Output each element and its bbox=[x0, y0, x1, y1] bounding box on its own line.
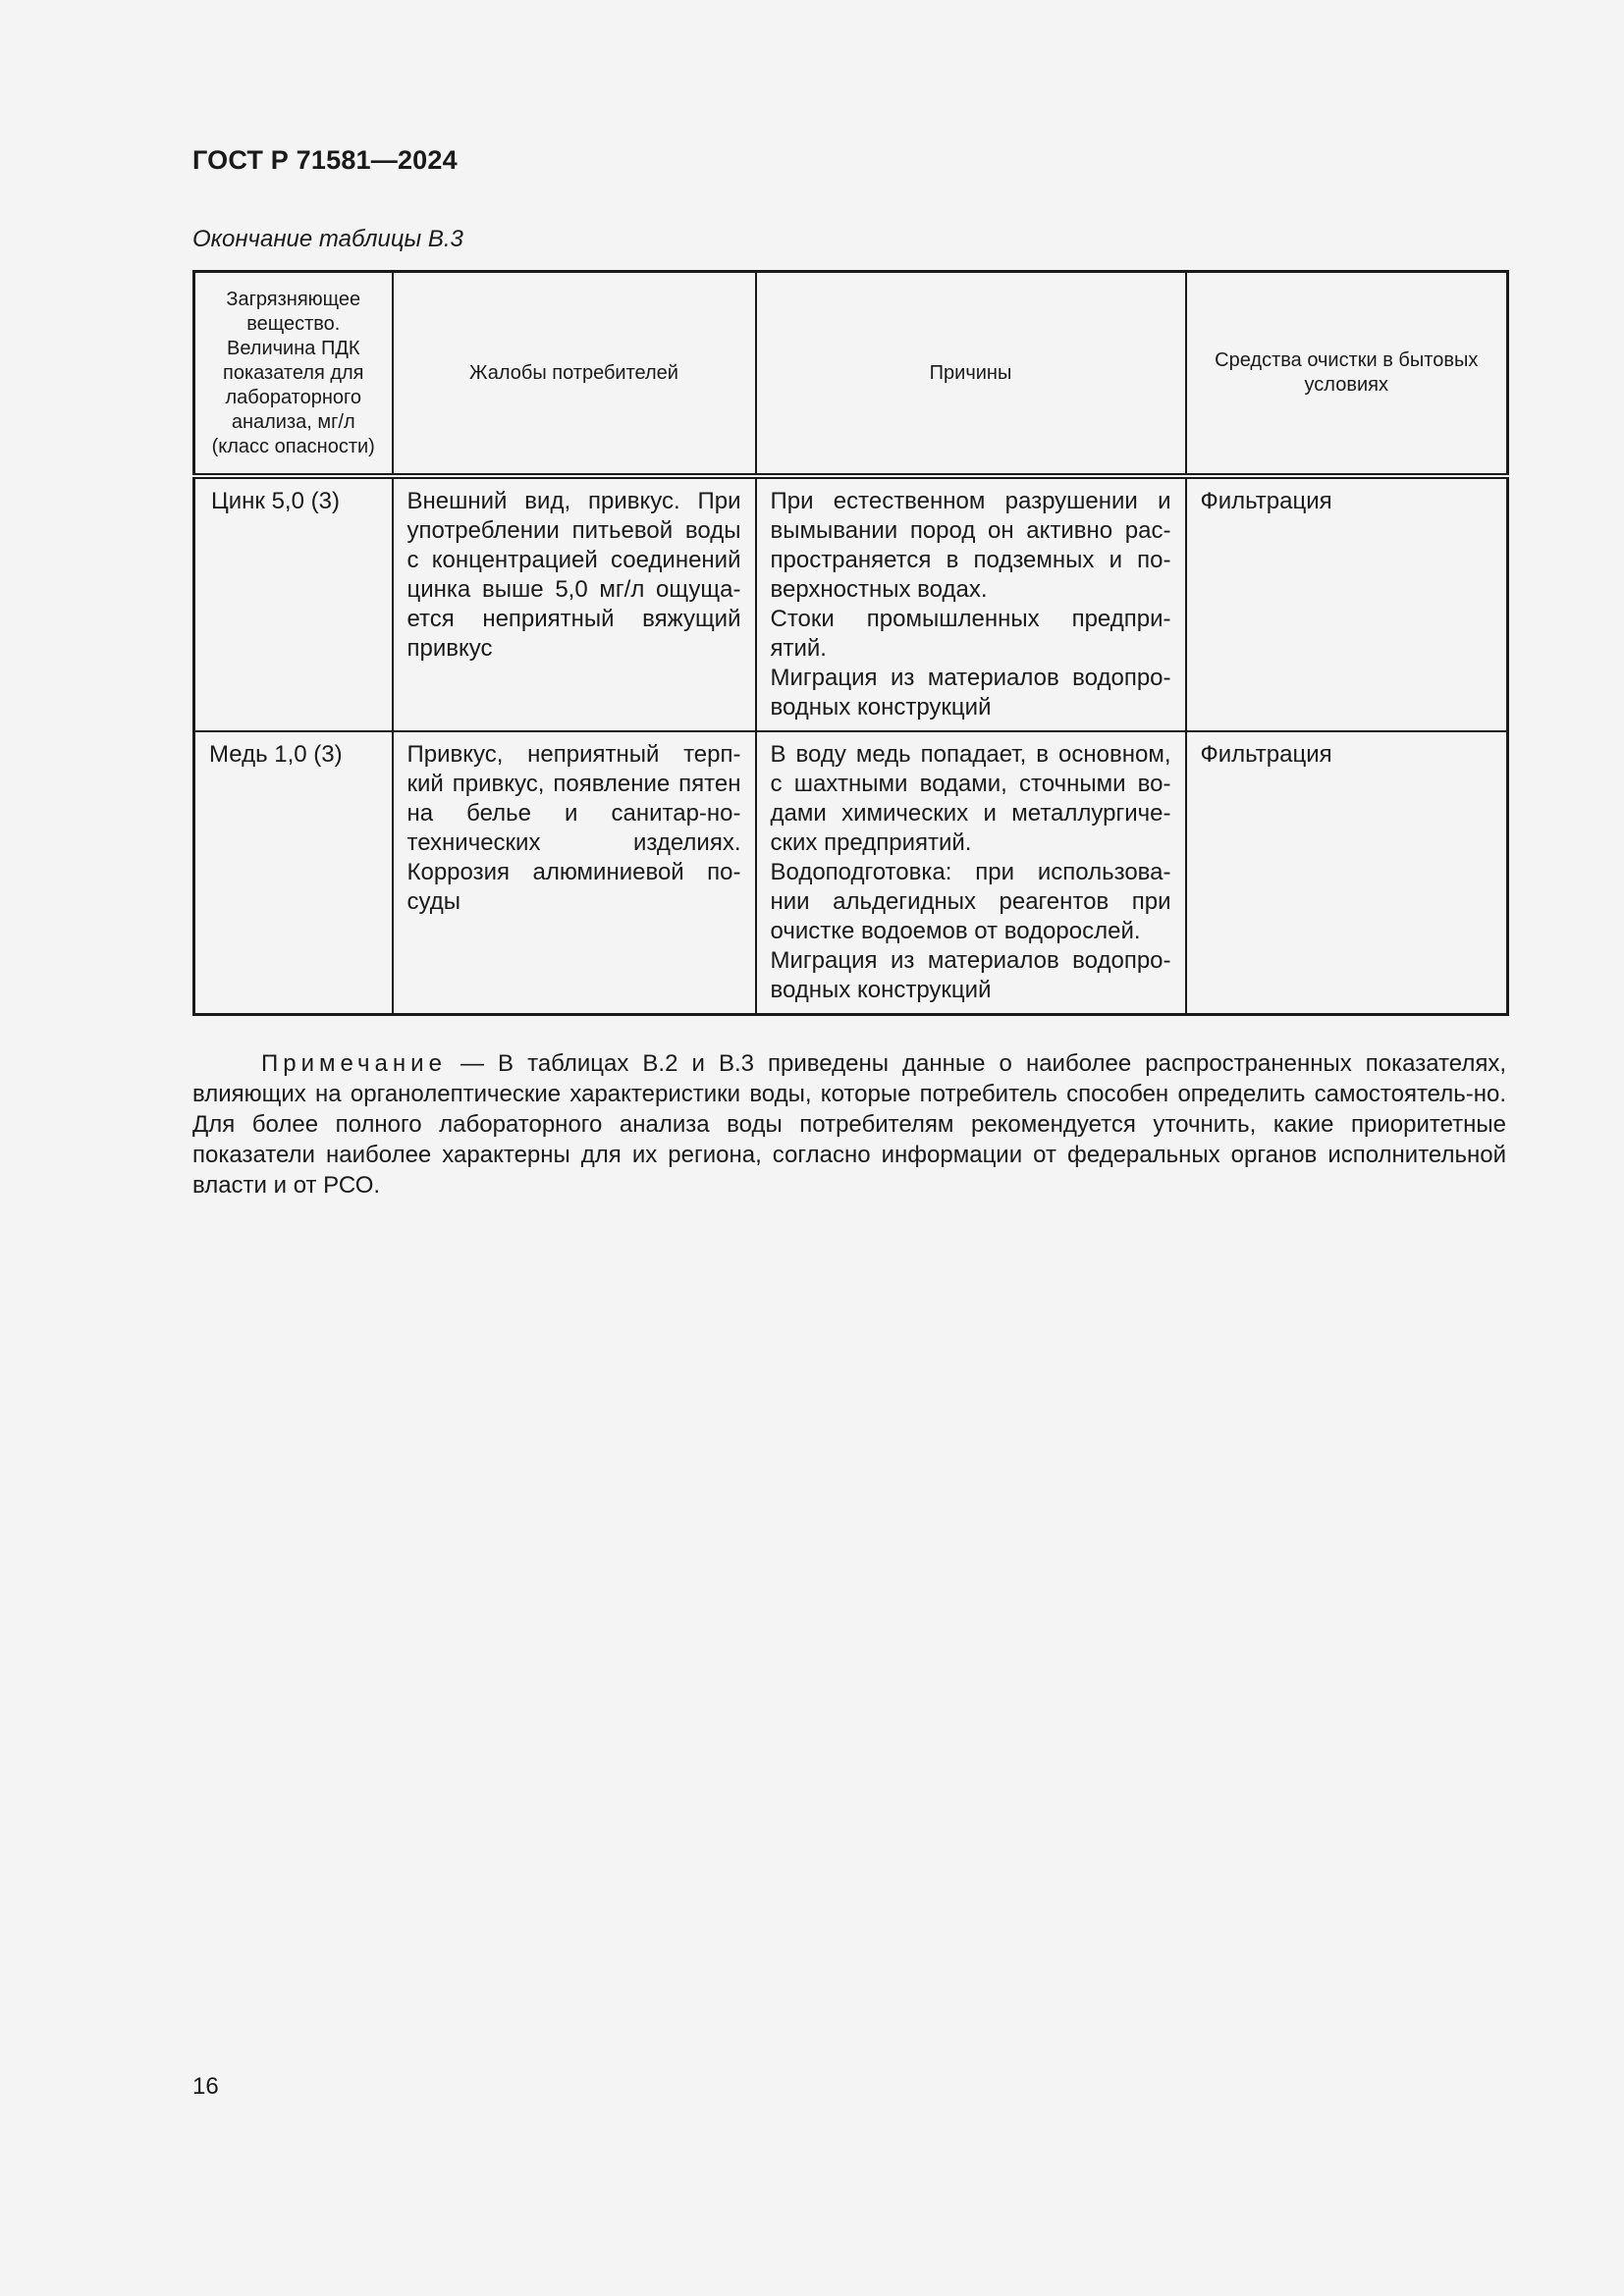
cell-causes bbox=[756, 476, 1186, 731]
cause-item: Стоки промышленных предпри-ятий. bbox=[770, 606, 1171, 662]
cause-item: При естественном разрушении и вымывании пород он активно рас-пространяется в подземных и по-верхностных водах. bbox=[770, 488, 1171, 603]
cell-treatment: Фильтрация bbox=[1186, 476, 1508, 731]
cell-complaints: Внешний вид, привкус. При употреблении питьевой воды с концентрацией соединений цинка выше 5,0 мг/л ощуща-ется неприятный вяжущий привкус bbox=[393, 476, 756, 731]
cell-treatment: Фильтрация bbox=[1186, 731, 1508, 1015]
cell-complaints: Привкус, неприятный терп-кий привкус, появление пятен на белье и санитар-но-технических изделиях. Коррозия алюминиевой по-суды bbox=[393, 731, 756, 1015]
page-number: 16 bbox=[192, 2073, 219, 2100]
cell-substance: Медь 1,0 (3) bbox=[194, 731, 393, 1015]
cause-item: Водоподготовка: при использова-нии альдегидных реагентов при очистке водоемов от водорослей. bbox=[770, 859, 1171, 944]
cause-item: Миграция из материалов водопро-водных конструкций bbox=[770, 947, 1171, 1003]
cell-substance: Цинк 5,0 (3) bbox=[194, 476, 393, 731]
column-header-treatment: Средства очистки в бытовых условиях bbox=[1186, 272, 1508, 477]
cause-item: В воду медь попадает, в основном, с шахтными водами, сточными во-дами химических и металлургиче-ских предприятий. bbox=[770, 741, 1171, 856]
column-header-complaints: Жалобы потребителей bbox=[393, 272, 756, 477]
column-header-causes: Причины bbox=[756, 272, 1186, 477]
cause-item: Миграция из материалов водопро-водных конструкций bbox=[770, 665, 1171, 721]
document-id: ГОСТ Р 71581—2024 bbox=[192, 145, 458, 175]
table-header-row bbox=[194, 272, 1508, 477]
pollutants-table bbox=[192, 270, 1509, 1016]
table-row bbox=[194, 731, 1508, 1015]
table-note bbox=[192, 1048, 1506, 1201]
table-row bbox=[194, 476, 1508, 731]
column-header-substance: Загрязняющее вещество. Величина ПДК показателя для лабораторного анализа, мг/л (класс опасности) bbox=[194, 272, 393, 477]
cell-causes bbox=[756, 731, 1186, 1015]
note-text: — В таблицах В.2 и В.3 приведены данные о наиболее распространенных показателях, влияющих на органолептические характеристики воды, которые потребитель способен определить самостоятель-но. Для более полного лабораторного анализа воды потребителям рекомендуется уточнить, какие приоритетные показатели наиболее характерны для их региона, согласно информации от федеральных органов исполнительной власти и от РСО. bbox=[192, 1050, 1506, 1199]
table-caption: Окончание таблицы В.3 bbox=[192, 226, 463, 252]
note-label: Примечание bbox=[261, 1050, 447, 1077]
